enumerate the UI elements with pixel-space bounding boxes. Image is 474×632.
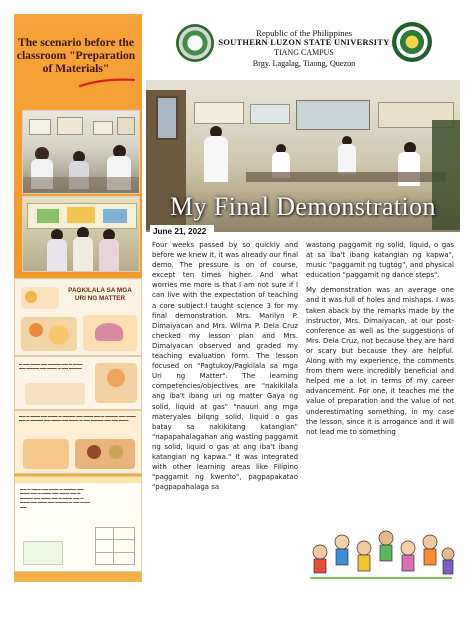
date-label: June 21, 2022 — [150, 225, 214, 238]
lesson-slide-discussion: ▬▬ ▬ ▬▬▬ ▬▬ ▬▬▬ ▬ ▬▬▬▬ ▬▬ ▬▬▬ ▬▬ ▬ ▬▬▬▬ ▬▬ ▬▬▬ ▬▬ ▬ ▬▬▬▬ ▬▬ ▬▬▬ ▬▬ ▬▬▬ ▬ ▬▬ ▬▬▬▬ ▬▬ ▬▬ ▬▬▬ — [14, 410, 142, 474]
article-paragraph: Four weeks passed by so quickly and before we knew it, it was already our final demo. The pressure is on of course, except ten times higher. And what worries me more is that I am not sure if I can live with the expectation of teaching a core subject.I taught science 3 for my final demonstration. Mrs. Marilyn P. Dimaiyacan and Mrs. Wilma P. Dela Cruz checked my lesson plan and Mrs. Dimaiyacan observed and graded my teaching evaluation form. The lesson focused on "Pagtukoy/Pagkilala sa mga Uri ng Matter". The learning competencies/objectives are "nakikilala ang iba't ibang uri ng matter Gaya ng solid, liquid at gas" "nauuri ang mga materyales bilqng solid, liquid o gas batay sa nakikitang katangian" "napapahalagahan ang wasting paggamit ng solid, liquid o gas at ang iba't ibang katangian ng kapwa." It was integrated with other learning areas like Filipino "paggamit ng kwento", pagpapakatao "pagpapahalaga sa — [152, 241, 298, 492]
sidebar-title: The scenario before the classroom "Preparation of Materials" — [16, 36, 136, 75]
lesson-slide-title — [14, 278, 142, 356]
article-column-right — [306, 240, 454, 437]
republic-line: Republic of the Philippines — [255, 28, 353, 38]
children-doodle-illustration — [306, 508, 456, 582]
lesson-plan-document: ▬▬ ▬ ▬▬▬ ▬▬ ▬▬▬ ▬ ▬▬▬▬ ▬▬ ▬▬▬ ▬▬ ▬ ▬▬▬ ▬▬ ▬▬▬ ▬▬ ▬ ▬▬▬▬ ▬▬ ▬▬▬ ▬▬ ▬ ▬▬▬ ▬▬ ▬ ▬▬▬ ▬▬ ▬▬▬ ▬▬ ▬▬▬▬ ▬ ▬▬ ▬▬▬ ▬▬ — [14, 476, 142, 572]
classroom-photo-preparation — [22, 110, 140, 194]
university-name: SOUTHERN LUZON STATE UNIVERSITY — [218, 38, 390, 47]
campus-seal-logo — [392, 22, 432, 62]
teachers-group-photo — [22, 196, 140, 272]
campus-address: Brgy. Lagalag, Tiaong, Quezon — [252, 59, 356, 68]
hero-title: My Final Demonstration — [170, 192, 436, 221]
article-paragraph: My demonstration was an average one and it was full of holes and mishaps. I was taken aback by the remarks made by the instructor, Mrs. Dimaiyacan, at our post-conference as well as the suggestions of Mrs. Dela Cruz, not because they are hard or scary but because they are helpful. Along with my experience, the comments from them were incredibly beneficial and helped me a lot in terms of my career advancement. For one, it teaches me the value of preparation and the value of not underestimating something, in my case the lesson, since it is arrogance and it will not lead me to something — [306, 286, 454, 436]
article-paragraph: wastong paggamit ng solid, liquid, o gas at sa iba't ibang katangian ng kapwa", music "paggamit ng tugtog", and physical education "paggamit ng dance steps". — [306, 241, 454, 280]
slide-title-text: PAGKILALA SA MGA URI NG MATTER — [68, 287, 132, 302]
campus-name: TIANG CAMPUS — [274, 48, 334, 57]
red-underline-decoration — [78, 76, 136, 90]
classroom-hero-photo — [146, 80, 460, 232]
lesson-slide-story: ▬ ▬▬ ▬▬▬ ▬▬ ▬▬▬▬ ▬▬ ▬ ▬▬▬ ▬▬ ▬▬▬▬ ▬▬ ▬▬▬ ▬ ▬▬ ▬▬▬▬ — [14, 356, 142, 410]
university-seal-logo — [176, 24, 214, 62]
university-header — [214, 28, 394, 69]
article-column-left — [152, 240, 298, 492]
